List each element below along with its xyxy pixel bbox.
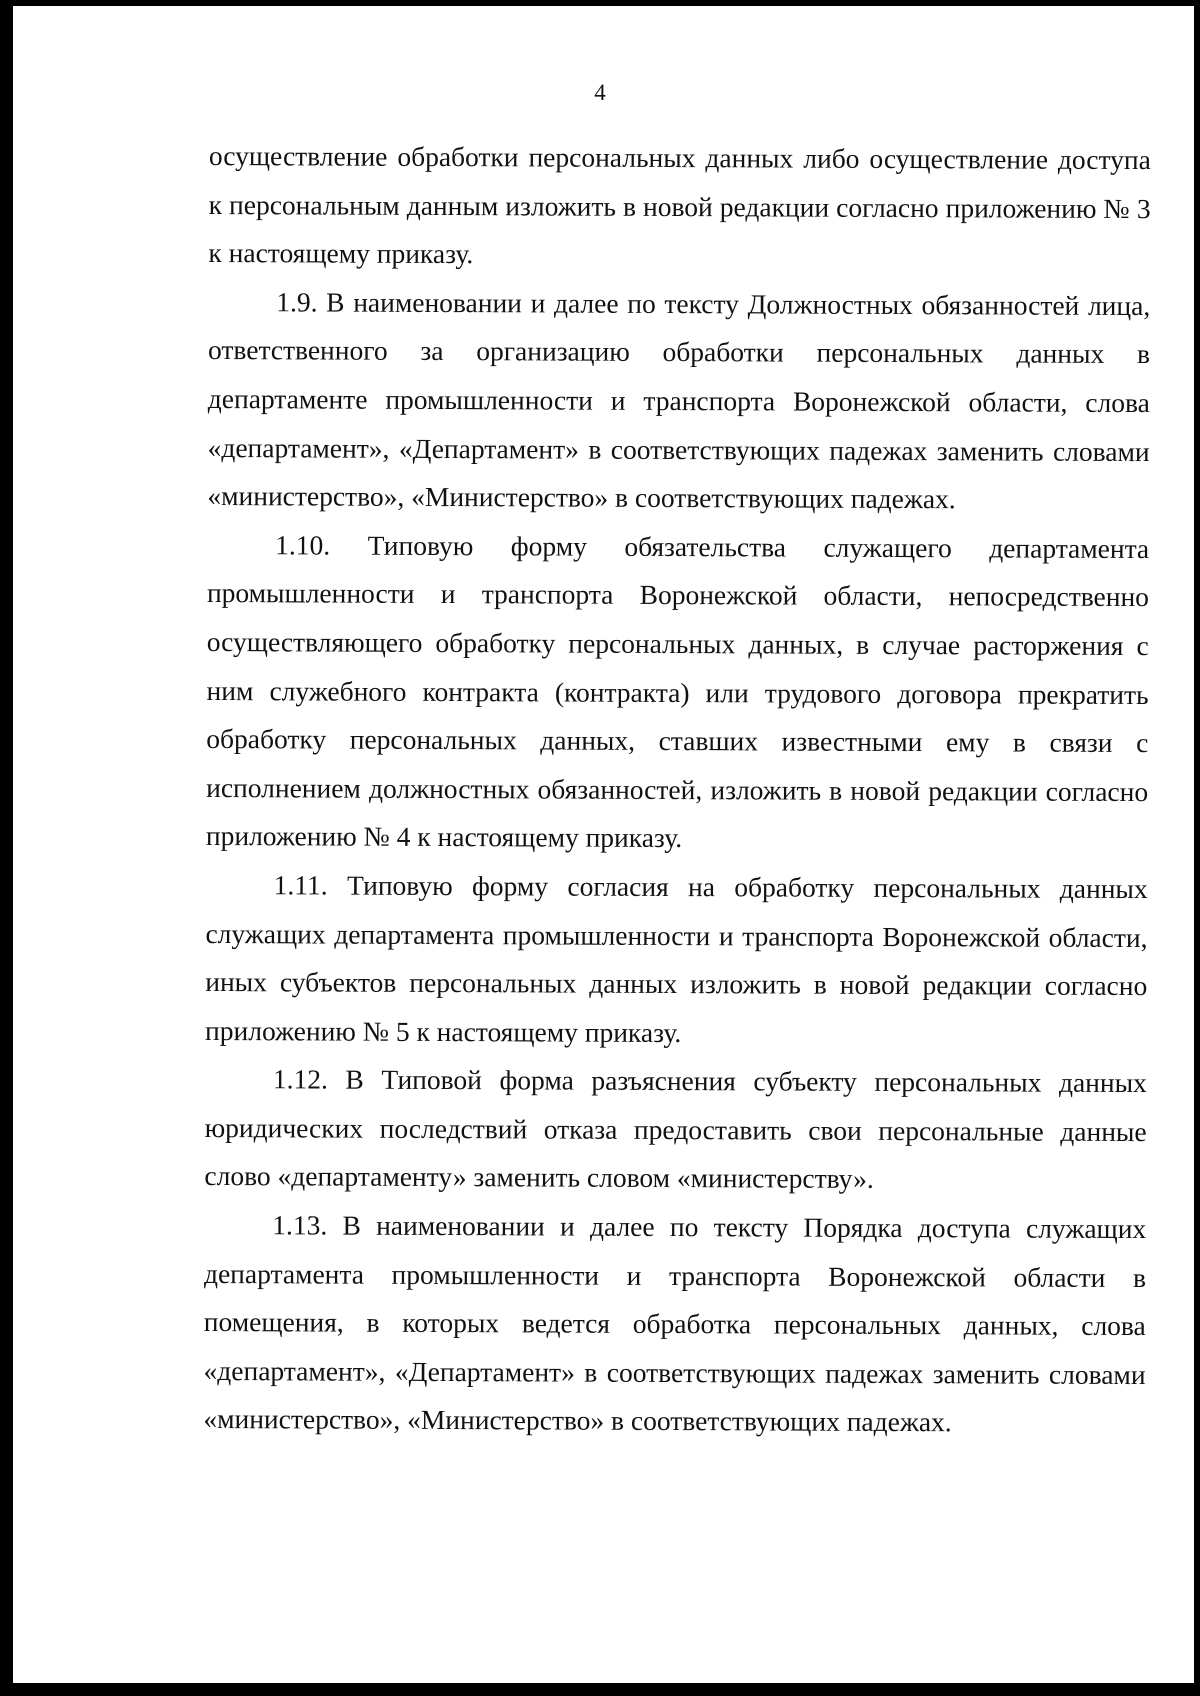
paragraph-1-9: 1.9. В наименовании и далее по тексту Должностных обязанностей лица, ответственного за организацию обработки персональных данных в департаменте промышленности и транспорта Воронежской области, слова «департамент», «Департамент» в соответствующих падежах заменить словами «министерство», «Министерство» в соответствующих падежах. bbox=[207, 286, 1151, 515]
scan-edge-bottom bbox=[6, 1683, 1194, 1690]
paragraph-1-10: 1.10. Типовую форму обязательства служащего департамента промышленности и транспорта Воронежской области, непосредственно осуществляющего обработку персональных данных, в случае расторжения с ним служебного контракта (контракта) или трудового договора прекратить обработку персональных данных, ставших известными ему в связи с исполнением должностных обязанностей, изложить в новой редакции согласно приложению № 4 к настоящему приказу. bbox=[205, 529, 1150, 854]
document-page bbox=[6, 6, 1194, 1690]
document-body bbox=[203, 132, 1151, 1448]
paragraph-1-11: 1.11. Типовую форму согласия на обработку персональных данных служащих департамента промышленности и транспорта Воронежской области, иных субъектов персональных данных изложить в новой редакции согласно приложению № 5 к настоящему приказу. bbox=[205, 869, 1148, 1048]
page-number: 4 bbox=[594, 80, 606, 105]
paragraph-1-12: 1.12. В Типовой форма разъяснения субъекту персональных данных юридических последствий отказа предоставить свои персональные данные слово «департаменту» заменить словом «министерству». bbox=[204, 1063, 1147, 1195]
scan-edge-left bbox=[6, 6, 13, 1690]
paragraph-continuation: осуществление обработки персональных данных либо осуществление доступа к персональным данным изложить в новой редакции согласно приложению № 3 к настоящему приказу. bbox=[208, 139, 1151, 270]
paragraph-1-13: 1.13. В наименовании и далее по тексту Порядка доступа служащих департамента промышленности и транспорта Воронежской области в помещения, в которых ведется обработка персональных данных, слова «департамент», «Департамент» в соответствующих падежах заменить словами «министерство», «Министерство» в соответствующих падежах. bbox=[203, 1209, 1147, 1438]
